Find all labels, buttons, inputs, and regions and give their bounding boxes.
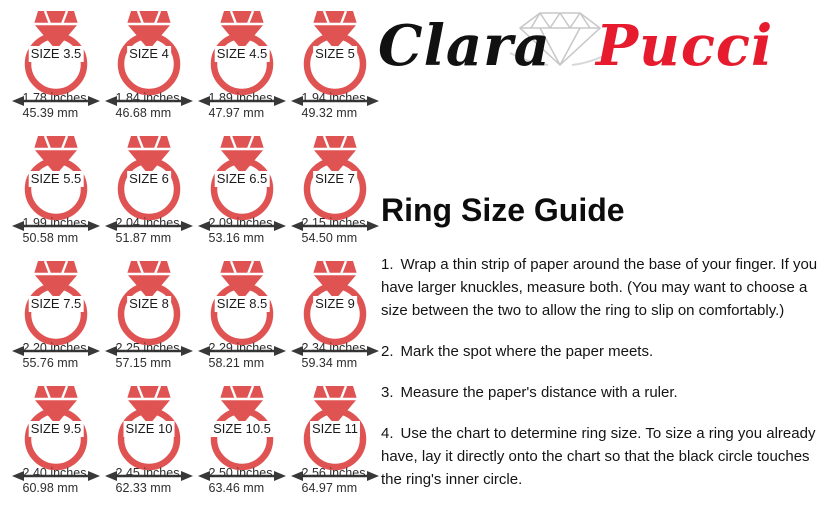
- ring-size-label: SIZE 4: [129, 46, 169, 61]
- measure-mm: 50.58 mm: [22, 230, 79, 245]
- guide-step-3: [381, 381, 833, 404]
- measure-inches: 2.15 inches: [301, 216, 366, 230]
- measure-mm: 47.97 mm: [208, 105, 265, 120]
- ring-measurement: [8, 216, 101, 245]
- ring-size-label: SIZE 7.5: [30, 296, 82, 311]
- ring-size-guide-section: [381, 192, 833, 509]
- ring-measurement: [101, 341, 194, 370]
- measure-inches: 1.94 inches: [301, 91, 366, 105]
- ring-size-label: SIZE 5: [315, 46, 355, 61]
- ring-measurement: [287, 91, 380, 120]
- measure-mm: 64.97 mm: [301, 480, 358, 495]
- measure-mm: 60.98 mm: [22, 480, 79, 495]
- measure-mm: 49.32 mm: [301, 105, 358, 120]
- step-text: Wrap a thin strip of paper around the base of your finger. If you have larger knuckles, measure both. (You may want to choose a size between the two to allow the ring to slip on comfortably.): [381, 256, 818, 319]
- ring-size-label: SIZE 7: [315, 171, 355, 186]
- ring-size-label: SIZE 3.5: [30, 46, 82, 61]
- ring-measurement: [8, 341, 101, 370]
- measure-mm: 58.21 mm: [208, 355, 265, 370]
- measure-mm: 59.34 mm: [301, 355, 358, 370]
- measure-inches: 2.40 inches: [22, 466, 87, 480]
- measure-inches: 2.34 inches: [301, 341, 366, 355]
- ring-size-cell: [8, 380, 101, 505]
- brand-name-second: Pucci: [596, 13, 774, 79]
- page-title: Ring Size Guide: [381, 192, 625, 228]
- ring-measurement: [101, 91, 194, 120]
- ring-size-label: SIZE 5.5: [30, 171, 82, 186]
- guide-step-4: [381, 422, 833, 491]
- ring-measurement: [8, 466, 101, 495]
- measure-mm: 46.68 mm: [115, 105, 172, 120]
- ring-measurement: [194, 341, 287, 370]
- ring-size-label: SIZE 6: [129, 171, 169, 186]
- ring-size-label: SIZE 9.5: [30, 421, 82, 436]
- ring-measurement: [101, 466, 194, 495]
- ring-size-cell: [101, 130, 194, 255]
- ring-measurement: [287, 466, 380, 495]
- ring-size-label: SIZE 4.5: [216, 46, 268, 61]
- ring-size-cell: [194, 255, 287, 380]
- ring-size-cell: [287, 5, 380, 130]
- measure-inches: 2.29 inches: [208, 341, 273, 355]
- measure-mm: 51.87 mm: [115, 230, 172, 245]
- ring-size-cell: [8, 255, 101, 380]
- measure-mm: 57.15 mm: [115, 355, 172, 370]
- ring-size-cell: [287, 255, 380, 380]
- measure-mm: 54.50 mm: [301, 230, 358, 245]
- ring-size-cell: [101, 255, 194, 380]
- measure-mm: 63.46 mm: [208, 480, 265, 495]
- ring-size-cell: [194, 130, 287, 255]
- ring-size-cell: [287, 380, 380, 505]
- ring-size-chart: [8, 5, 380, 505]
- ring-size-label: SIZE 10.5: [213, 421, 271, 436]
- measure-mm: 55.76 mm: [22, 355, 79, 370]
- step-text: Use the chart to determine ring size. To size a ring you already have, lay it directly onto the chart so that the black circle touches the ring's inner circle.: [381, 425, 816, 488]
- ring-size-cell: [8, 5, 101, 130]
- measure-inches: 2.20 inches: [22, 341, 87, 355]
- measure-mm: 45.39 mm: [22, 105, 79, 120]
- measure-inches: 2.04 inches: [115, 216, 180, 230]
- ring-size-label: SIZE 11: [311, 421, 359, 436]
- ring-size-cell: [101, 5, 194, 130]
- guide-step-1: [381, 253, 833, 322]
- step-number: 3.: [381, 384, 394, 401]
- step-number: 4.: [381, 425, 394, 442]
- ring-measurement: [101, 216, 194, 245]
- ring-size-label: SIZE 8: [129, 296, 169, 311]
- guide-step-2: [381, 340, 833, 363]
- ring-size-label: SIZE 6.5: [216, 171, 268, 186]
- ring-measurement: [194, 216, 287, 245]
- ring-size-cell: [101, 380, 194, 505]
- ring-measurement: [194, 91, 287, 120]
- ring-size-label: SIZE 8.5: [216, 296, 268, 311]
- step-number: 1.: [381, 256, 394, 273]
- brand-name-first: Clara: [378, 13, 551, 79]
- ring-size-label: SIZE 10: [125, 421, 173, 436]
- ring-measurement: [287, 341, 380, 370]
- measure-inches: 2.25 inches: [115, 341, 180, 355]
- ring-measurement: [287, 216, 380, 245]
- measure-mm: 62.33 mm: [115, 480, 172, 495]
- measure-mm: 53.16 mm: [208, 230, 265, 245]
- ring-measurement: [194, 466, 287, 495]
- step-text: Measure the paper's distance with a ruler.: [400, 384, 678, 401]
- measure-inches: 2.50 inches: [208, 466, 273, 480]
- ring-size-cell: [194, 5, 287, 130]
- measure-inches: 1.89 inches: [208, 91, 273, 105]
- measure-inches: 1.99 inches: [22, 216, 87, 230]
- measure-inches: 2.56 inches: [301, 466, 366, 480]
- measure-inches: 1.78 inches: [22, 91, 87, 105]
- ring-measurement: [8, 91, 101, 120]
- measure-inches: 2.09 inches: [208, 216, 273, 230]
- step-number: 2.: [381, 343, 394, 360]
- ring-size-cell: [287, 130, 380, 255]
- step-text: Mark the spot where the paper meets.: [400, 343, 654, 360]
- ring-size-label: SIZE 9: [315, 296, 355, 311]
- measure-inches: 2.45 inches: [115, 466, 180, 480]
- brand-logo: [378, 6, 778, 98]
- ring-size-cell: [8, 130, 101, 255]
- ring-size-cell: [194, 380, 287, 505]
- measure-inches: 1.84 inches: [115, 91, 180, 105]
